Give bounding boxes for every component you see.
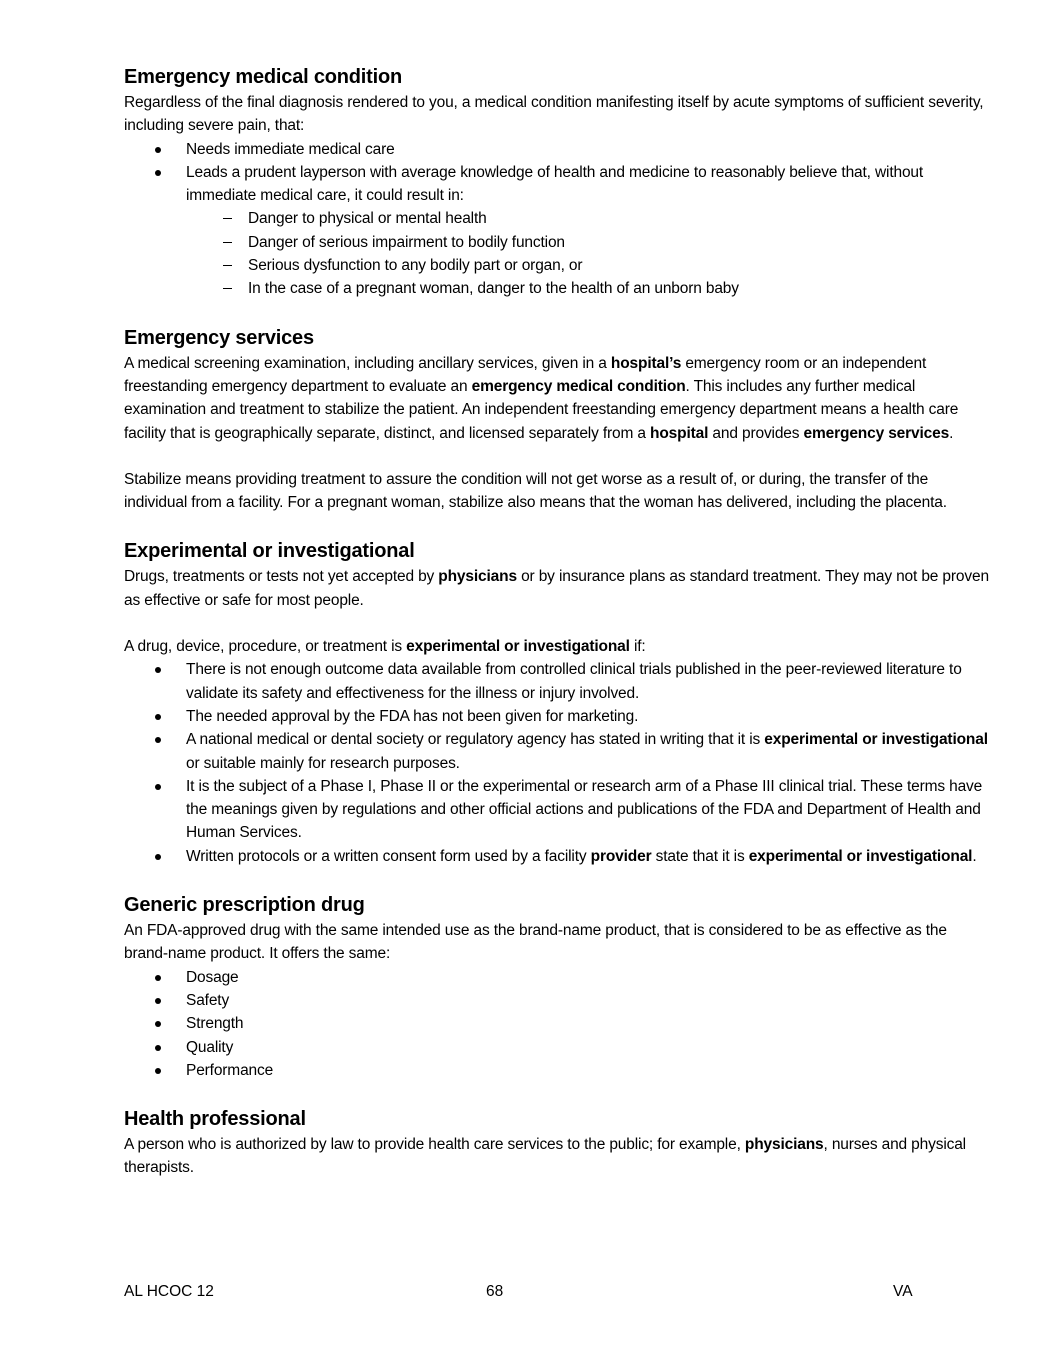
bullet-item	[124, 138, 994, 161]
section-experimental-or-investigational	[124, 538, 994, 868]
footer-state: VA	[893, 1283, 913, 1300]
section-emergency-medical-condition	[124, 64, 994, 301]
text-run: A person who is authorized by law to provide health care services to the public; for example,	[124, 1136, 745, 1154]
text-run: .	[949, 424, 954, 442]
dash-item	[186, 207, 994, 230]
bullet-list	[124, 966, 994, 1082]
footer-page-number: 68	[486, 1283, 504, 1300]
text-run: . This includes any further medical examination and treatment to stabilize the patient. An independent freestanding emergency department means a health care facility that is geographically separate, distinct, and licensed separately from a	[124, 377, 959, 442]
bullet-item	[124, 161, 994, 301]
section-paragraph: Regardless of the final diagnosis rendered to you, a medical condition manifesting itself by acute symptoms of sufficient severity, including severe pain, that:	[124, 94, 984, 135]
defined-term: physicians	[438, 568, 517, 586]
text-run: .	[972, 847, 977, 865]
text-run: state that it is	[651, 847, 749, 865]
text-run: Written protocols or a written consent form used by a facility	[186, 847, 591, 865]
section-paragraph	[124, 565, 994, 612]
bullet-item	[124, 1012, 994, 1035]
defined-term: emergency services	[803, 424, 950, 442]
text-run: or by insurance plans as standard treatment. They may not be proven as effective or safe for most people.	[124, 568, 989, 609]
text-run: or suitable mainly for research purposes.	[186, 754, 460, 772]
defined-term: experimental or investigational	[748, 847, 973, 865]
defined-term: provider	[590, 847, 652, 865]
section-emergency-services	[124, 325, 994, 515]
dash-item	[186, 231, 994, 254]
defined-term: hospital’s	[610, 354, 682, 372]
page-footer	[124, 1280, 924, 1304]
bullet-item	[124, 1036, 994, 1059]
bullet-text: Dosage	[186, 968, 239, 986]
bullet-icon	[155, 737, 161, 743]
text-run: if:	[629, 638, 646, 656]
dash-item	[186, 254, 994, 277]
section-paragraph	[124, 1133, 994, 1180]
section-paragraph	[124, 635, 994, 658]
bullet-icon	[155, 998, 161, 1004]
dash-icon	[223, 218, 232, 219]
bullet-text: Performance	[186, 1061, 274, 1079]
bullet-item	[124, 705, 994, 728]
bullet-item	[124, 1059, 994, 1082]
footer-document-code: AL HCOC 12	[124, 1283, 214, 1300]
bullet-icon	[155, 1021, 161, 1027]
bullet-icon	[155, 714, 161, 720]
bullet-list	[124, 138, 994, 301]
section-paragraph	[124, 352, 994, 445]
bullet-icon	[155, 784, 161, 790]
bullet-text: Leads a prudent layperson with average knowledge of health and medicine to reasonably believe that, without immediate medical care, it could result in:	[186, 163, 924, 205]
bullet-text: Needs immediate medical care	[186, 140, 395, 158]
bullet-icon	[155, 170, 161, 176]
text-run: and provides	[708, 424, 804, 442]
bullet-item	[124, 966, 994, 989]
dash-text: In the case of a pregnant woman, danger to the health of an unborn baby	[248, 280, 739, 298]
bullet-icon	[155, 147, 161, 153]
defined-term: experimental or investigational	[764, 731, 988, 749]
bullet-text: Safety	[186, 991, 230, 1009]
text-run: A medical screening examination, including ancillary services, given in a	[124, 354, 611, 372]
bullet-icon	[155, 1068, 161, 1074]
bullet-list	[124, 658, 994, 868]
section-heading: Emergency medical condition	[124, 66, 403, 88]
dash-text: Danger of serious impairment to bodily function	[248, 233, 565, 251]
bullet-text: Quality	[186, 1038, 234, 1056]
bullet-text: It is the subject of a Phase I, Phase II or the experimental or research arm of a Phase III clinical trial. These terms have the meanings given by regulations and other official actions and publications of the FDA and Department of Health and Human Services.	[186, 777, 983, 842]
bullet-item	[124, 845, 994, 868]
bullet-item	[124, 775, 994, 845]
bullet-icon	[155, 975, 161, 981]
bullet-text: Strength	[186, 1015, 244, 1033]
bullet-text: The needed approval by the FDA has not been given for marketing.	[186, 707, 639, 725]
defined-term: experimental or investigational	[406, 638, 630, 656]
section-health-professional	[124, 1106, 994, 1180]
section-paragraph: An FDA-approved drug with the same intended use as the brand-name product, that is considered to be as effective as the brand-name product. It offers the same:	[124, 922, 947, 963]
section-heading: Emergency services	[124, 326, 314, 349]
bullet-icon	[155, 667, 161, 673]
bullet-item	[124, 989, 994, 1012]
bullet-icon	[155, 1045, 161, 1051]
section-heading: Experimental or investigational	[124, 540, 415, 563]
dash-item	[186, 277, 994, 300]
bullet-icon	[155, 854, 161, 860]
text-run: Drugs, treatments or tests not yet accepted by	[124, 568, 439, 586]
text-run: A national medical or dental society or regulatory agency has stated in writing that it is	[186, 731, 765, 749]
defined-term: emergency medical condition	[471, 377, 686, 395]
page-content	[124, 64, 994, 1180]
dash-text: Serious dysfunction to any bodily part or organ, or	[248, 257, 583, 275]
dash-icon	[223, 288, 232, 289]
dash-icon	[223, 242, 232, 243]
defined-term: hospital	[650, 424, 709, 442]
bullet-item	[124, 728, 994, 775]
dash-list	[186, 207, 994, 300]
bullet-item	[124, 658, 994, 705]
text-run: , nurses and physical therapists.	[124, 1136, 966, 1177]
section-generic-prescription-drug	[124, 892, 994, 1082]
section-paragraph: Stabilize means providing treatment to assure the condition will not get worse as a result of, or during, the transfer of the individual from a facility. For a pregnant woman, stabilize also means that the woman has delivered, including the placenta.	[124, 470, 947, 512]
text-run: A drug, device, procedure, or treatment is	[124, 638, 407, 656]
text-run: emergency room or an independent freestanding emergency department to evaluate an	[124, 354, 927, 395]
section-heading: Generic prescription drug	[124, 894, 365, 917]
dash-icon	[223, 265, 232, 266]
defined-term: physicians	[744, 1136, 824, 1154]
dash-text: Danger to physical or mental health	[248, 210, 487, 228]
bullet-text: There is not enough outcome data available from controlled clinical trials published in the peer-reviewed literature to validate its safety and effectiveness for the illness or injury involved.	[186, 661, 962, 702]
section-heading: Health professional	[124, 1108, 306, 1131]
